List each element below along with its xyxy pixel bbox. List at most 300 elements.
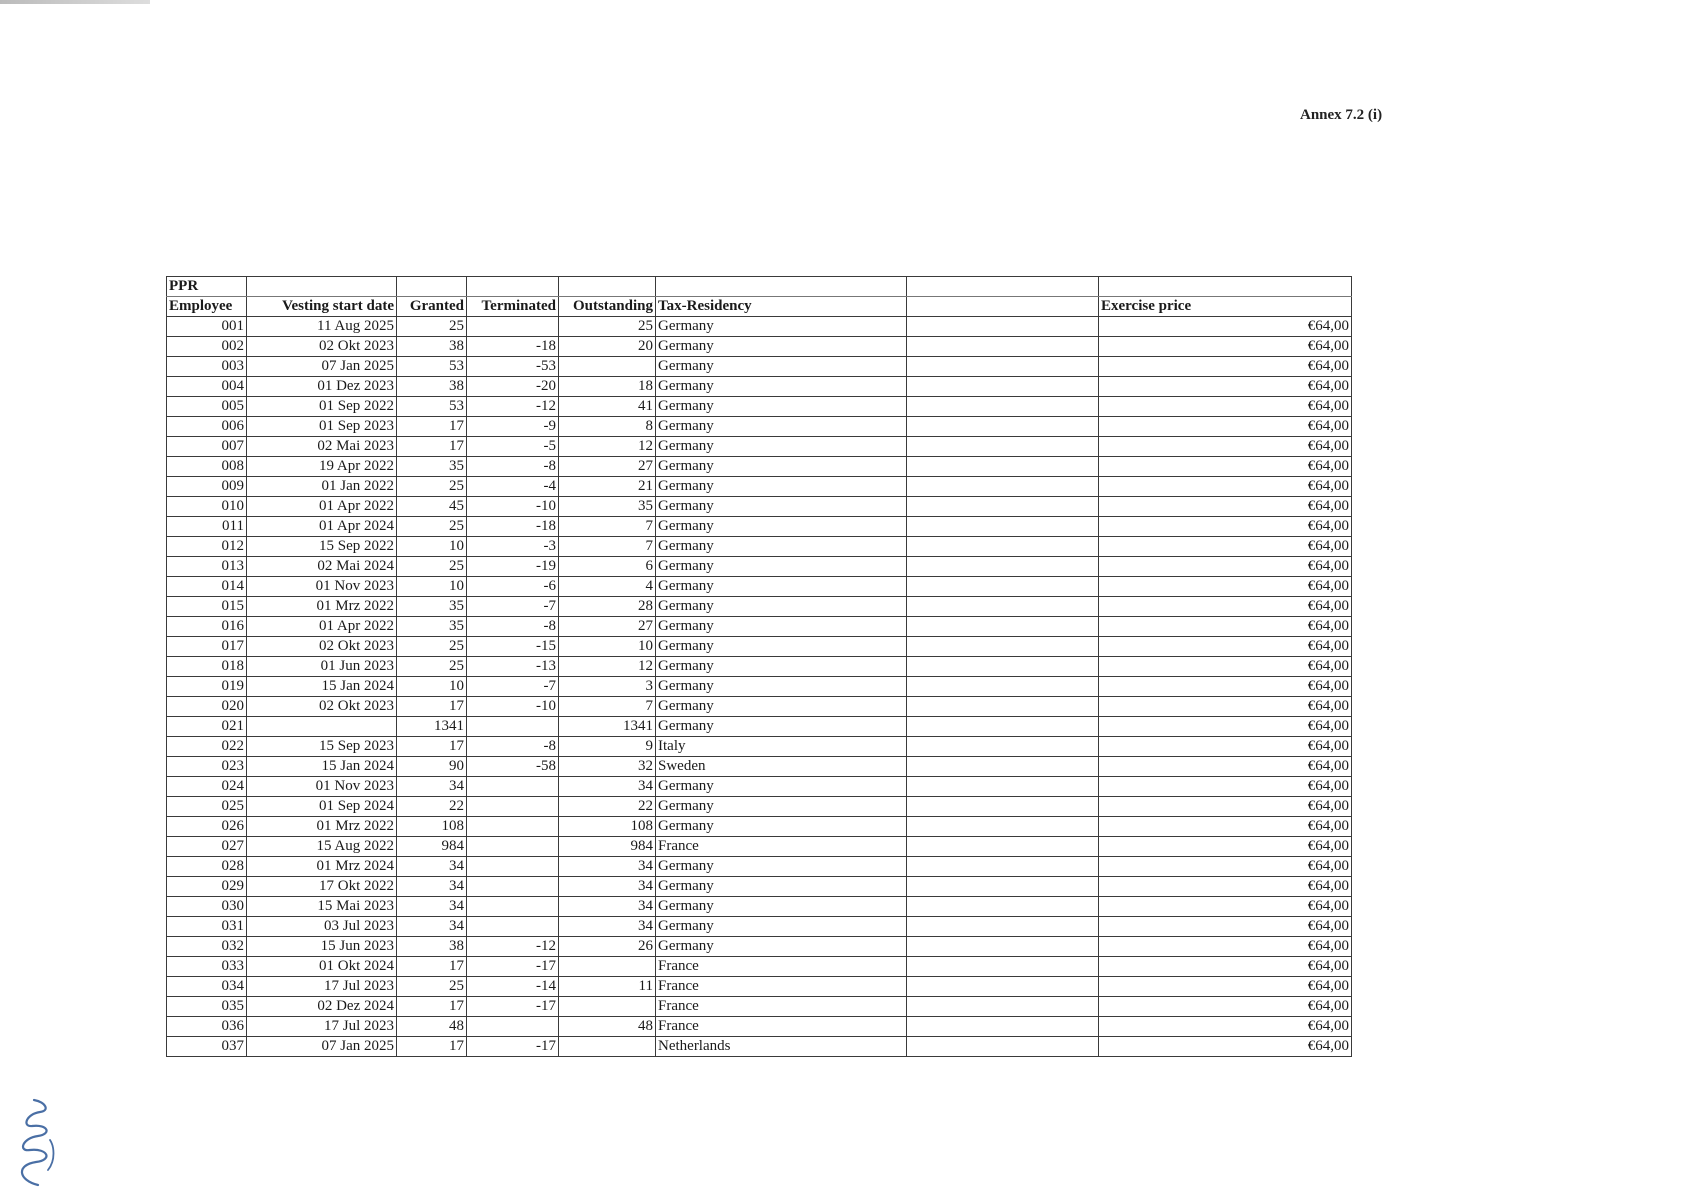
cell-outstanding: 25 [559,317,656,337]
header-exercise-price: Exercise price [1099,297,1352,317]
cell-blank [907,917,1099,937]
cell-employee: 007 [167,437,247,457]
cell-exercise-price: €64,00 [1099,557,1352,577]
cell-employee: 032 [167,937,247,957]
cell-employee: 014 [167,577,247,597]
cell-exercise-price: €64,00 [1099,477,1352,497]
cell-vesting-start-date: 19 Apr 2022 [247,457,397,477]
cell-blank [907,397,1099,417]
cell-exercise-price: €64,00 [1099,937,1352,957]
cell-tax-residency: Germany [656,697,907,717]
table-row [167,477,1352,497]
cell-blank [907,717,1099,737]
cell-tax-residency: Germany [656,817,907,837]
cell-tax-residency: Germany [656,437,907,457]
cell-employee: 030 [167,897,247,917]
cell-terminated: -7 [467,597,559,617]
empty-cell [559,277,656,297]
cell-vesting-start-date: 15 Aug 2022 [247,837,397,857]
table-row [167,337,1352,357]
cell-employee: 009 [167,477,247,497]
cell-tax-residency: Germany [656,357,907,377]
cell-terminated: -4 [467,477,559,497]
cell-granted: 22 [397,797,467,817]
cell-blank [907,857,1099,877]
cell-vesting-start-date: 02 Okt 2023 [247,637,397,657]
cell-outstanding [559,357,656,377]
cell-vesting-start-date [247,717,397,737]
table-row [167,397,1352,417]
table-row [167,977,1352,997]
cell-granted: 17 [397,997,467,1017]
cell-granted: 34 [397,857,467,877]
cell-outstanding: 108 [559,817,656,837]
cell-employee: 034 [167,977,247,997]
cell-exercise-price: €64,00 [1099,357,1352,377]
cell-terminated: -14 [467,977,559,997]
cell-vesting-start-date: 01 Dez 2023 [247,377,397,397]
cell-outstanding: 10 [559,637,656,657]
cell-terminated: -10 [467,497,559,517]
cell-tax-residency: Germany [656,657,907,677]
cell-granted: 45 [397,497,467,517]
cell-employee: 011 [167,517,247,537]
cell-terminated: -5 [467,437,559,457]
cell-tax-residency: Germany [656,417,907,437]
cell-granted: 34 [397,897,467,917]
cell-vesting-start-date: 07 Jan 2025 [247,1037,397,1057]
cell-granted: 984 [397,837,467,857]
cell-exercise-price: €64,00 [1099,757,1352,777]
header-tax-residency: Tax-Residency [656,297,907,317]
cell-exercise-price: €64,00 [1099,377,1352,397]
cell-granted: 90 [397,757,467,777]
cell-vesting-start-date: 01 Apr 2024 [247,517,397,537]
cell-blank [907,417,1099,437]
cell-exercise-price: €64,00 [1099,777,1352,797]
cell-granted: 108 [397,817,467,837]
cell-tax-residency: Germany [656,377,907,397]
cell-exercise-price: €64,00 [1099,797,1352,817]
cell-terminated: -12 [467,397,559,417]
cell-granted: 25 [397,317,467,337]
cell-tax-residency: Germany [656,677,907,697]
cell-blank [907,537,1099,557]
cell-exercise-price: €64,00 [1099,817,1352,837]
cell-employee: 021 [167,717,247,737]
cell-employee: 036 [167,1017,247,1037]
header-vesting-start-date: Vesting start date [247,297,397,317]
cell-granted: 1341 [397,717,467,737]
cell-vesting-start-date: 02 Dez 2024 [247,997,397,1017]
cell-granted: 25 [397,977,467,997]
cell-blank [907,517,1099,537]
group-label-row [167,277,1352,297]
cell-tax-residency: Germany [656,877,907,897]
cell-terminated: -17 [467,1037,559,1057]
cell-employee: 004 [167,377,247,397]
cell-granted: 35 [397,597,467,617]
cell-tax-residency: Germany [656,477,907,497]
table-row [167,717,1352,737]
cell-vesting-start-date: 02 Mai 2024 [247,557,397,577]
header-row [167,297,1352,317]
header-terminated: Terminated [467,297,559,317]
cell-outstanding: 1341 [559,717,656,737]
cell-exercise-price: €64,00 [1099,677,1352,697]
table-row [167,637,1352,657]
cell-terminated: -6 [467,577,559,597]
cell-vesting-start-date: 01 Nov 2023 [247,777,397,797]
cell-granted: 25 [397,557,467,577]
cell-blank [907,577,1099,597]
cell-employee: 019 [167,677,247,697]
cell-terminated [467,797,559,817]
cell-granted: 10 [397,677,467,697]
cell-exercise-price: €64,00 [1099,837,1352,857]
header-employee: Employee [167,297,247,317]
cell-granted: 17 [397,697,467,717]
group-label: PPR [167,277,247,297]
cell-outstanding [559,997,656,1017]
cell-blank [907,497,1099,517]
cell-exercise-price: €64,00 [1099,457,1352,477]
empty-cell [907,277,1099,297]
cell-exercise-price: €64,00 [1099,717,1352,737]
cell-granted: 53 [397,397,467,417]
cell-terminated: -10 [467,697,559,717]
cell-granted: 35 [397,457,467,477]
cell-granted: 10 [397,537,467,557]
empty-cell [397,277,467,297]
cell-exercise-price: €64,00 [1099,437,1352,457]
cell-terminated: -53 [467,357,559,377]
cell-tax-residency: Germany [656,537,907,557]
cell-outstanding: 34 [559,877,656,897]
cell-exercise-price: €64,00 [1099,317,1352,337]
cell-outstanding: 41 [559,397,656,417]
header-blank [907,297,1099,317]
empty-cell [1099,277,1352,297]
cell-outstanding: 12 [559,657,656,677]
cell-granted: 25 [397,517,467,537]
cell-tax-residency: Germany [656,317,907,337]
cell-exercise-price: €64,00 [1099,597,1352,617]
cell-tax-residency: France [656,837,907,857]
table-row [167,697,1352,717]
cell-blank [907,317,1099,337]
header-granted: Granted [397,297,467,317]
cell-employee: 037 [167,1037,247,1057]
cell-tax-residency: France [656,977,907,997]
cell-blank [907,1037,1099,1057]
cell-terminated: -8 [467,617,559,637]
cell-granted: 53 [397,357,467,377]
cell-tax-residency: Italy [656,737,907,757]
cell-terminated [467,837,559,857]
cell-terminated: -58 [467,757,559,777]
cell-tax-residency: Germany [656,577,907,597]
cell-outstanding: 27 [559,457,656,477]
empty-cell [656,277,907,297]
table-row [167,757,1352,777]
cell-terminated: -8 [467,457,559,477]
cell-blank [907,677,1099,697]
cell-vesting-start-date: 15 Jan 2024 [247,757,397,777]
cell-tax-residency: Germany [656,617,907,637]
cell-vesting-start-date: 02 Mai 2023 [247,437,397,457]
cell-vesting-start-date: 02 Okt 2023 [247,697,397,717]
cell-granted: 17 [397,737,467,757]
cell-granted: 17 [397,437,467,457]
cell-tax-residency: Germany [656,937,907,957]
table-row [167,937,1352,957]
cell-granted: 34 [397,917,467,937]
cell-tax-residency: France [656,1017,907,1037]
header-outstanding: Outstanding [559,297,656,317]
cell-blank [907,777,1099,797]
cell-terminated [467,877,559,897]
cell-terminated: -12 [467,937,559,957]
cell-exercise-price: €64,00 [1099,497,1352,517]
cell-blank [907,557,1099,577]
cell-blank [907,997,1099,1017]
cell-vesting-start-date: 01 Mrz 2024 [247,857,397,877]
cell-blank [907,377,1099,397]
cell-employee: 024 [167,777,247,797]
table-row [167,1037,1352,1057]
cell-terminated: -15 [467,637,559,657]
cell-vesting-start-date: 01 Apr 2022 [247,617,397,637]
cell-vesting-start-date: 01 Jan 2022 [247,477,397,497]
cell-terminated: -19 [467,557,559,577]
cell-outstanding: 26 [559,937,656,957]
cell-terminated [467,857,559,877]
cell-tax-residency: France [656,957,907,977]
cell-outstanding: 7 [559,517,656,537]
cell-exercise-price: €64,00 [1099,957,1352,977]
cell-terminated [467,317,559,337]
cell-granted: 38 [397,337,467,357]
cell-terminated: -18 [467,517,559,537]
cell-terminated: -17 [467,997,559,1017]
cell-exercise-price: €64,00 [1099,1017,1352,1037]
cell-tax-residency: Germany [656,497,907,517]
cell-vesting-start-date: 03 Jul 2023 [247,917,397,937]
cell-exercise-price: €64,00 [1099,337,1352,357]
table-row [167,677,1352,697]
cell-outstanding [559,1037,656,1057]
cell-terminated: -13 [467,657,559,677]
cell-tax-residency: Sweden [656,757,907,777]
cell-employee: 022 [167,737,247,757]
cell-exercise-price: €64,00 [1099,997,1352,1017]
table-row [167,497,1352,517]
table-row [167,997,1352,1017]
cell-terminated [467,717,559,737]
cell-blank [907,737,1099,757]
table-row [167,417,1352,437]
cell-employee: 023 [167,757,247,777]
table-row [167,657,1352,677]
cell-vesting-start-date: 01 Mrz 2022 [247,597,397,617]
cell-blank [907,977,1099,997]
cell-outstanding: 7 [559,537,656,557]
cell-outstanding: 8 [559,417,656,437]
table-row [167,537,1352,557]
cell-terminated: -17 [467,957,559,977]
cell-granted: 25 [397,637,467,657]
cell-outstanding: 34 [559,777,656,797]
cell-blank [907,657,1099,677]
cell-terminated [467,897,559,917]
cell-tax-residency: Germany [656,557,907,577]
table-row [167,917,1352,937]
cell-blank [907,477,1099,497]
cell-employee: 006 [167,417,247,437]
cell-outstanding [559,957,656,977]
cell-tax-residency: Germany [656,797,907,817]
table-row [167,557,1352,577]
cell-outstanding: 27 [559,617,656,637]
cell-granted: 35 [397,617,467,637]
cell-granted: 34 [397,877,467,897]
cell-vesting-start-date: 01 Sep 2023 [247,417,397,437]
cell-exercise-price: €64,00 [1099,1037,1352,1057]
cell-granted: 17 [397,417,467,437]
cell-blank [907,877,1099,897]
cell-blank [907,697,1099,717]
cell-tax-residency: Germany [656,397,907,417]
cell-exercise-price: €64,00 [1099,737,1352,757]
cell-employee: 005 [167,397,247,417]
table-row [167,817,1352,837]
cell-tax-residency: Germany [656,897,907,917]
cell-granted: 48 [397,1017,467,1037]
cell-vesting-start-date: 15 Sep 2023 [247,737,397,757]
cell-employee: 026 [167,817,247,837]
cell-vesting-start-date: 01 Apr 2022 [247,497,397,517]
cell-exercise-price: €64,00 [1099,517,1352,537]
cell-blank [907,437,1099,457]
handwritten-signature [8,1090,68,1190]
cell-tax-residency: Netherlands [656,1037,907,1057]
cell-employee: 018 [167,657,247,677]
cell-exercise-price: €64,00 [1099,857,1352,877]
cell-tax-residency: Germany [656,717,907,737]
table-row [167,377,1352,397]
cell-terminated: -3 [467,537,559,557]
table-row [167,357,1352,377]
cell-exercise-price: €64,00 [1099,397,1352,417]
cell-outstanding: 984 [559,837,656,857]
cell-outstanding: 28 [559,597,656,617]
table-row [167,437,1352,457]
cell-exercise-price: €64,00 [1099,537,1352,557]
cell-tax-residency: Germany [656,457,907,477]
cell-blank [907,757,1099,777]
table-row [167,837,1352,857]
cell-exercise-price: €64,00 [1099,637,1352,657]
cell-granted: 10 [397,577,467,597]
cell-employee: 029 [167,877,247,897]
cell-blank [907,937,1099,957]
cell-outstanding: 32 [559,757,656,777]
cell-outstanding: 18 [559,377,656,397]
cell-vesting-start-date: 01 Jun 2023 [247,657,397,677]
cell-blank [907,797,1099,817]
cell-employee: 001 [167,317,247,337]
cell-terminated [467,1017,559,1037]
cell-employee: 008 [167,457,247,477]
table-row [167,897,1352,917]
cell-exercise-price: €64,00 [1099,897,1352,917]
cell-vesting-start-date: 02 Okt 2023 [247,337,397,357]
cell-outstanding: 34 [559,917,656,937]
cell-terminated: -18 [467,337,559,357]
cell-blank [907,617,1099,637]
cell-exercise-price: €64,00 [1099,697,1352,717]
table-row [167,457,1352,477]
cell-exercise-price: €64,00 [1099,657,1352,677]
cell-outstanding: 6 [559,557,656,577]
table-row [167,317,1352,337]
cell-outstanding: 3 [559,677,656,697]
cell-vesting-start-date: 15 Mai 2023 [247,897,397,917]
cell-employee: 028 [167,857,247,877]
cell-vesting-start-date: 15 Jun 2023 [247,937,397,957]
cell-blank [907,837,1099,857]
table-row [167,857,1352,877]
table-row [167,877,1352,897]
cell-granted: 34 [397,777,467,797]
cell-vesting-start-date: 01 Okt 2024 [247,957,397,977]
empty-cell [247,277,397,297]
cell-vesting-start-date: 17 Okt 2022 [247,877,397,897]
cell-employee: 010 [167,497,247,517]
cell-tax-residency: Germany [656,337,907,357]
empty-cell [467,277,559,297]
cell-granted: 17 [397,1037,467,1057]
cell-terminated: -7 [467,677,559,697]
cell-blank [907,957,1099,977]
cell-blank [907,597,1099,617]
cell-outstanding: 11 [559,977,656,997]
cell-employee: 017 [167,637,247,657]
cell-employee: 033 [167,957,247,977]
cell-vesting-start-date: 17 Jul 2023 [247,1017,397,1037]
cell-employee: 027 [167,837,247,857]
cell-employee: 012 [167,537,247,557]
cell-vesting-start-date: 01 Nov 2023 [247,577,397,597]
cell-terminated: -8 [467,737,559,757]
cell-granted: 38 [397,377,467,397]
cell-tax-residency: Germany [656,917,907,937]
cell-vesting-start-date: 15 Jan 2024 [247,677,397,697]
cell-employee: 020 [167,697,247,717]
cell-tax-residency: Germany [656,597,907,617]
cell-outstanding: 34 [559,857,656,877]
cell-vesting-start-date: 07 Jan 2025 [247,357,397,377]
cell-exercise-price: €64,00 [1099,617,1352,637]
cell-outstanding: 9 [559,737,656,757]
annex-label: Annex 7.2 (i) [1300,107,1383,123]
cell-exercise-price: €64,00 [1099,577,1352,597]
cell-blank [907,637,1099,657]
cell-tax-residency: Germany [656,517,907,537]
cell-vesting-start-date: 17 Jul 2023 [247,977,397,997]
cell-tax-residency: Germany [656,777,907,797]
